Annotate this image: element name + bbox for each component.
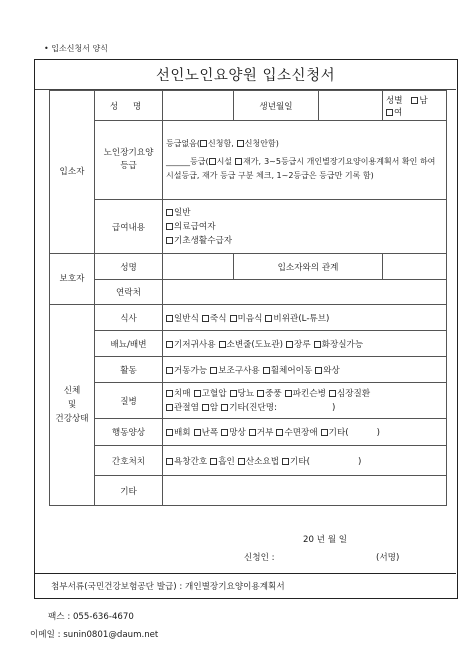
checkbox-icon [166,315,173,322]
nursing-option[interactable]: 욕창간호 [166,455,207,467]
resident-birth-label: 생년월일 [234,91,319,121]
checkbox-icon [221,404,228,411]
form-title: 선인노인요양원 입소신청서 [35,60,456,90]
other-field[interactable] [163,476,447,506]
checkbox-icon [276,429,283,436]
guardian-name-label: 성명 [95,254,163,280]
activity-label: 활동 [95,357,163,383]
checkbox-icon [282,458,289,465]
checkbox-icon [263,367,270,374]
nursing-option[interactable]: 기타( ) [282,455,361,467]
checkbox-icon [265,315,272,322]
toilet-option[interactable]: 소변줄(도뇨관) [219,338,284,350]
checkbox-icon [238,458,245,465]
behavior-option[interactable]: 난폭 [194,426,219,438]
checkbox-icon [235,158,242,165]
checkbox-icon [411,97,418,104]
checkbox-icon [286,341,293,348]
applicant-label: 신청인 : [244,553,275,563]
activity-option[interactable]: 휠체어이동 [263,364,313,376]
application-date: 20 년 월 일 [303,535,348,545]
checkbox-icon [219,341,226,348]
activity-cell [163,357,447,383]
attachment-note: 첨부서류(국민건강보험공단 발급) : 개인별장기요양이용계획서 [35,573,456,598]
gender-option[interactable]: 여 [386,106,402,118]
benefit-label: 급여내용 [95,200,163,254]
section-resident: 입소자 [50,91,95,254]
checkbox-icon [221,429,228,436]
meal-cell [163,305,447,331]
benefit-cell [163,200,447,254]
checkbox-icon [194,429,201,436]
resident-birth-field[interactable] [319,91,383,121]
toilet-option[interactable]: 장루 [286,338,311,350]
checkbox-icon [166,341,173,348]
checkbox-icon [166,404,173,411]
nursing-option[interactable]: 산소요법 [238,455,279,467]
checkbox-icon [285,390,292,397]
meal-label: 식사 [95,305,163,331]
activity-option[interactable]: 거동가능 [166,364,207,376]
grade-facility-option[interactable]: 시설 [209,155,232,169]
checkbox-icon [166,237,173,244]
toilet-cell [163,331,447,357]
disease-option[interactable]: 관절염 [166,401,199,415]
benefit-option[interactable]: 의료급여자 [166,220,443,234]
activity-option[interactable]: 와상 [315,364,340,376]
grade-detail-line: ______등급( 시설 재가, 3~5등급시 개인별장기요양이용계획서 확인 하여 시설등급, 재가 등급 구분 체크, 1~2등급은 등급만 기록 함) [166,157,436,180]
checkbox-icon [166,367,173,374]
checkbox-icon [202,315,209,322]
behavior-option[interactable]: 수면장애 [276,426,317,438]
meal-option[interactable]: 일반식 [166,312,199,324]
benefit-option[interactable]: 기초생활수급자 [166,234,443,248]
behavior-option[interactable]: 배회 [166,426,191,438]
nursing-label: 간호처치 [95,446,163,476]
toilet-option[interactable]: 화장실가능 [314,338,364,350]
checkbox-icon [321,429,328,436]
nursing-cell [163,446,447,476]
checkbox-icon [210,458,217,465]
fax-number: 팩스 : 055-636-4670 [48,612,134,622]
checkbox-icon [237,140,244,147]
guardian-relation-field[interactable] [383,254,447,280]
disease-option[interactable]: 파킨슨병 [285,387,326,401]
checkbox-icon [329,390,336,397]
form-table [49,90,447,506]
signature-mark[interactable]: (서명) [376,553,400,563]
checkbox-icon [257,390,264,397]
meal-option[interactable]: 미음식 [230,312,263,324]
signature-area [49,527,446,573]
disease-option[interactable]: 심장질환 [329,387,370,401]
disease-option[interactable]: 고혈압 [194,387,227,401]
disease-option[interactable]: 치매 [166,387,191,401]
guardian-relation-label: 입소자와의 관계 [234,254,383,280]
checkbox-icon [166,458,173,465]
checkbox-icon [166,429,173,436]
disease-option[interactable]: 당뇨 [230,387,255,401]
guardian-contact-label: 연락처 [95,280,163,305]
resident-gender-label: 성별 [386,95,403,106]
checkbox-icon [209,158,216,165]
checkbox-icon [166,390,173,397]
application-form [34,59,458,599]
gender-option[interactable]: 남 [411,94,427,106]
guardian-contact-field[interactable] [163,280,447,305]
grade-none-line: 등급없음( 신청함, 신청안함) [166,137,443,151]
behavior-option[interactable]: 기타( ) [321,426,380,438]
toilet-label: 배뇨/배변 [95,331,163,357]
form-caption: • 입소신청서 양식 [44,44,108,53]
checkbox-icon [210,367,217,374]
meal-option[interactable]: 죽식 [202,312,227,324]
applicant-line [244,551,399,563]
meal-option[interactable]: 비위관(L-튜브) [265,312,329,324]
checkbox-icon [315,367,322,374]
resident-name-label: 성 명 [95,91,163,121]
grade-home-option[interactable]: 재가, [235,155,261,169]
checkbox-icon [386,109,393,116]
activity-option[interactable]: 보조구사용 [210,364,260,376]
guardian-name-field[interactable] [163,254,234,280]
disease-option[interactable]: 기타(진단명: [221,401,277,415]
email-address: 이메일 : sunin0801@daum.net [30,630,159,640]
resident-gender-cell [383,91,447,121]
disease-option[interactable]: 암 [202,401,218,415]
toilet-option[interactable]: 기저귀사용 [166,338,216,350]
checkbox-icon [166,223,173,230]
checkbox-icon [230,390,237,397]
grade-apply-option[interactable]: 신청함, [200,137,234,151]
grade-label: 노인장기요양 등급 [95,121,163,200]
checkbox-icon [166,209,173,216]
nursing-option[interactable]: 흡인 [210,455,235,467]
section-health: 신체 및 건강상태 [50,305,95,506]
checkbox-icon [200,140,207,147]
disease-cell [163,383,447,419]
behavior-cell [163,419,447,446]
behavior-option[interactable]: 거부 [249,426,274,438]
behavior-label: 행동양상 [95,419,163,446]
checkbox-icon [230,315,237,322]
disease-line-1 [166,387,443,401]
grade-no-apply-option[interactable]: 신청안함) [237,137,279,151]
resident-name-field[interactable] [163,91,234,121]
checkbox-icon [202,404,209,411]
behavior-option[interactable]: 망상 [221,426,246,438]
disease-option[interactable]: 중풍 [257,387,282,401]
benefit-option[interactable]: 일반 [166,206,443,220]
grade-cell [163,121,447,200]
checkbox-icon [249,429,256,436]
disease-line-2: 관절염 암 기타(진단명: ) [166,401,443,415]
section-guardian: 보호자 [50,254,95,305]
checkbox-icon [194,390,201,397]
disease-label: 질병 [95,383,163,419]
other-label: 기타 [95,476,163,506]
checkbox-icon [314,341,321,348]
